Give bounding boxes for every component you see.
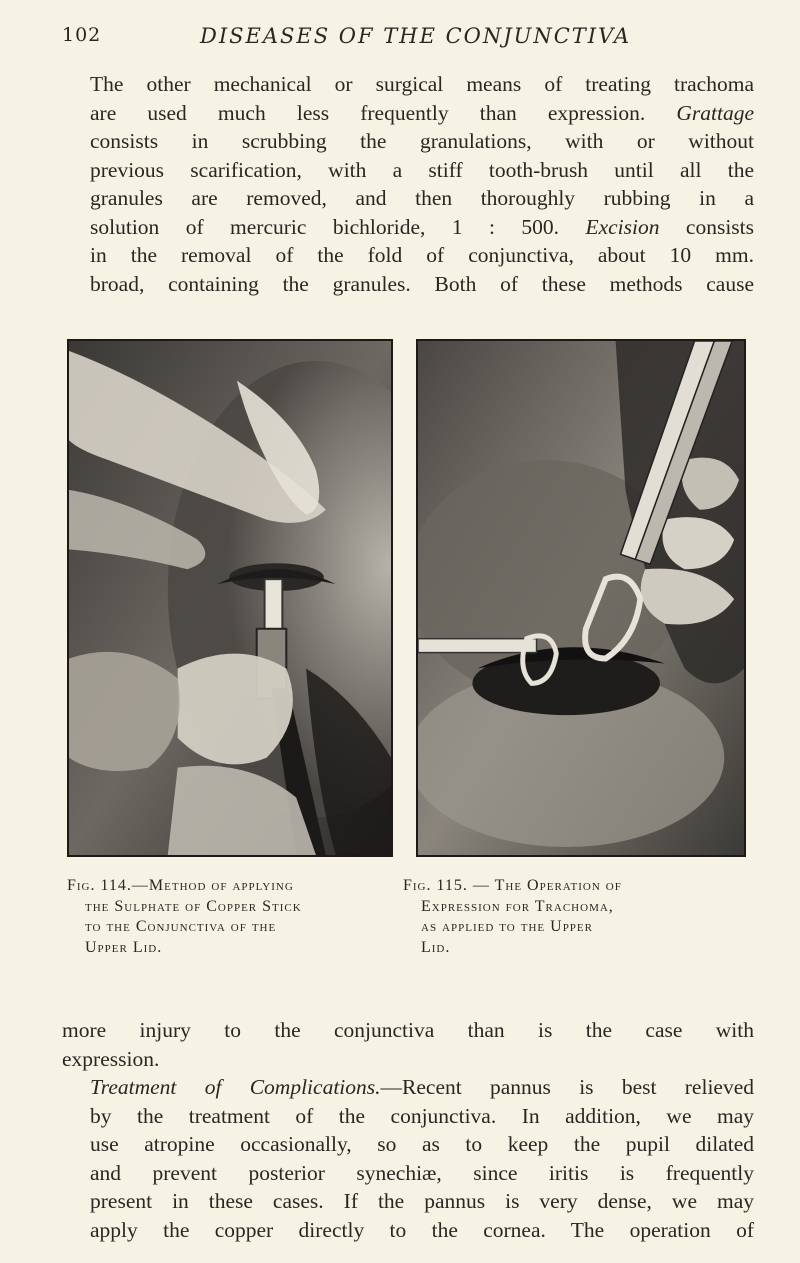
caption-line: to the Conjunctiva of the [85, 918, 277, 935]
caption-line: Fig. 115. — The Operation of [403, 877, 622, 894]
text-line: The other mechanical or surgical means of treating trachoma [90, 72, 754, 96]
text-line: Treatment of Complications.—Recent pannus is best relieved [90, 1075, 755, 1099]
figure-115-illustration [418, 341, 744, 855]
paragraph-treatment-methods [62, 70, 754, 298]
caption-line: as applied to the Upper [421, 918, 593, 935]
figure-114-illustration [69, 341, 391, 855]
figure-114-caption [67, 876, 387, 958]
text-line: in the removal of the fold of conjunctiva, about 10 mm. [90, 243, 754, 267]
caption-line: Fig. 114.—Method of applying [67, 877, 294, 894]
text-line: are used much less frequently than expression. Grattage [90, 100, 754, 125]
text-line: use atropine occasionally, so as to keep the pupil dilated [90, 1132, 754, 1156]
page-header [62, 24, 752, 54]
term-excision: Excision [585, 214, 660, 239]
text-line: consists in scrubbing the granulations, with or without [90, 129, 754, 153]
text-line: apply the copper directly to the cornea. The operation of [90, 1217, 754, 1242]
figure-115-caption [403, 876, 749, 958]
figure-plate [65, 339, 748, 859]
figure-115-photo [416, 339, 746, 857]
text-line: more injury to the conjunctiva than is the case with [62, 1018, 754, 1042]
caption-line: Expression for Trachoma, [421, 897, 614, 915]
text-line: expression. [62, 1046, 160, 1071]
paragraph-continuation [62, 1016, 754, 1073]
text-line: previous scarification, with a stiff tooth-brush until all the [90, 157, 754, 182]
figure-114-photo [67, 339, 393, 857]
text-line: solution of mercuric bichloride, 1 : 500. Excision consists [90, 214, 754, 239]
page-number: 102 [62, 24, 102, 46]
text-line: by the treatment of the conjunctiva. In addition, we may [90, 1103, 754, 1128]
section-heading: Treatment of Complications. [90, 1075, 381, 1099]
text-line: granules are removed, and then thoroughly rubbing in a [90, 186, 754, 210]
text-line: and prevent posterior synechiæ, since iritis is frequently [90, 1160, 754, 1185]
term-grattage: Grattage [676, 100, 754, 125]
text-line: present in these cases. If the pannus is very dense, we may [90, 1189, 754, 1213]
running-head: DISEASES OF THE CONJUNCTIVA [200, 24, 632, 48]
caption-line: Upper Lid. [85, 938, 163, 956]
caption-line: Lid. [421, 938, 451, 956]
paragraph-treatment-of-complications [62, 1073, 754, 1244]
caption-line: the Sulphate of Copper Stick [85, 897, 302, 915]
text-line: broad, containing the granules. Both of these methods cause [90, 271, 754, 296]
